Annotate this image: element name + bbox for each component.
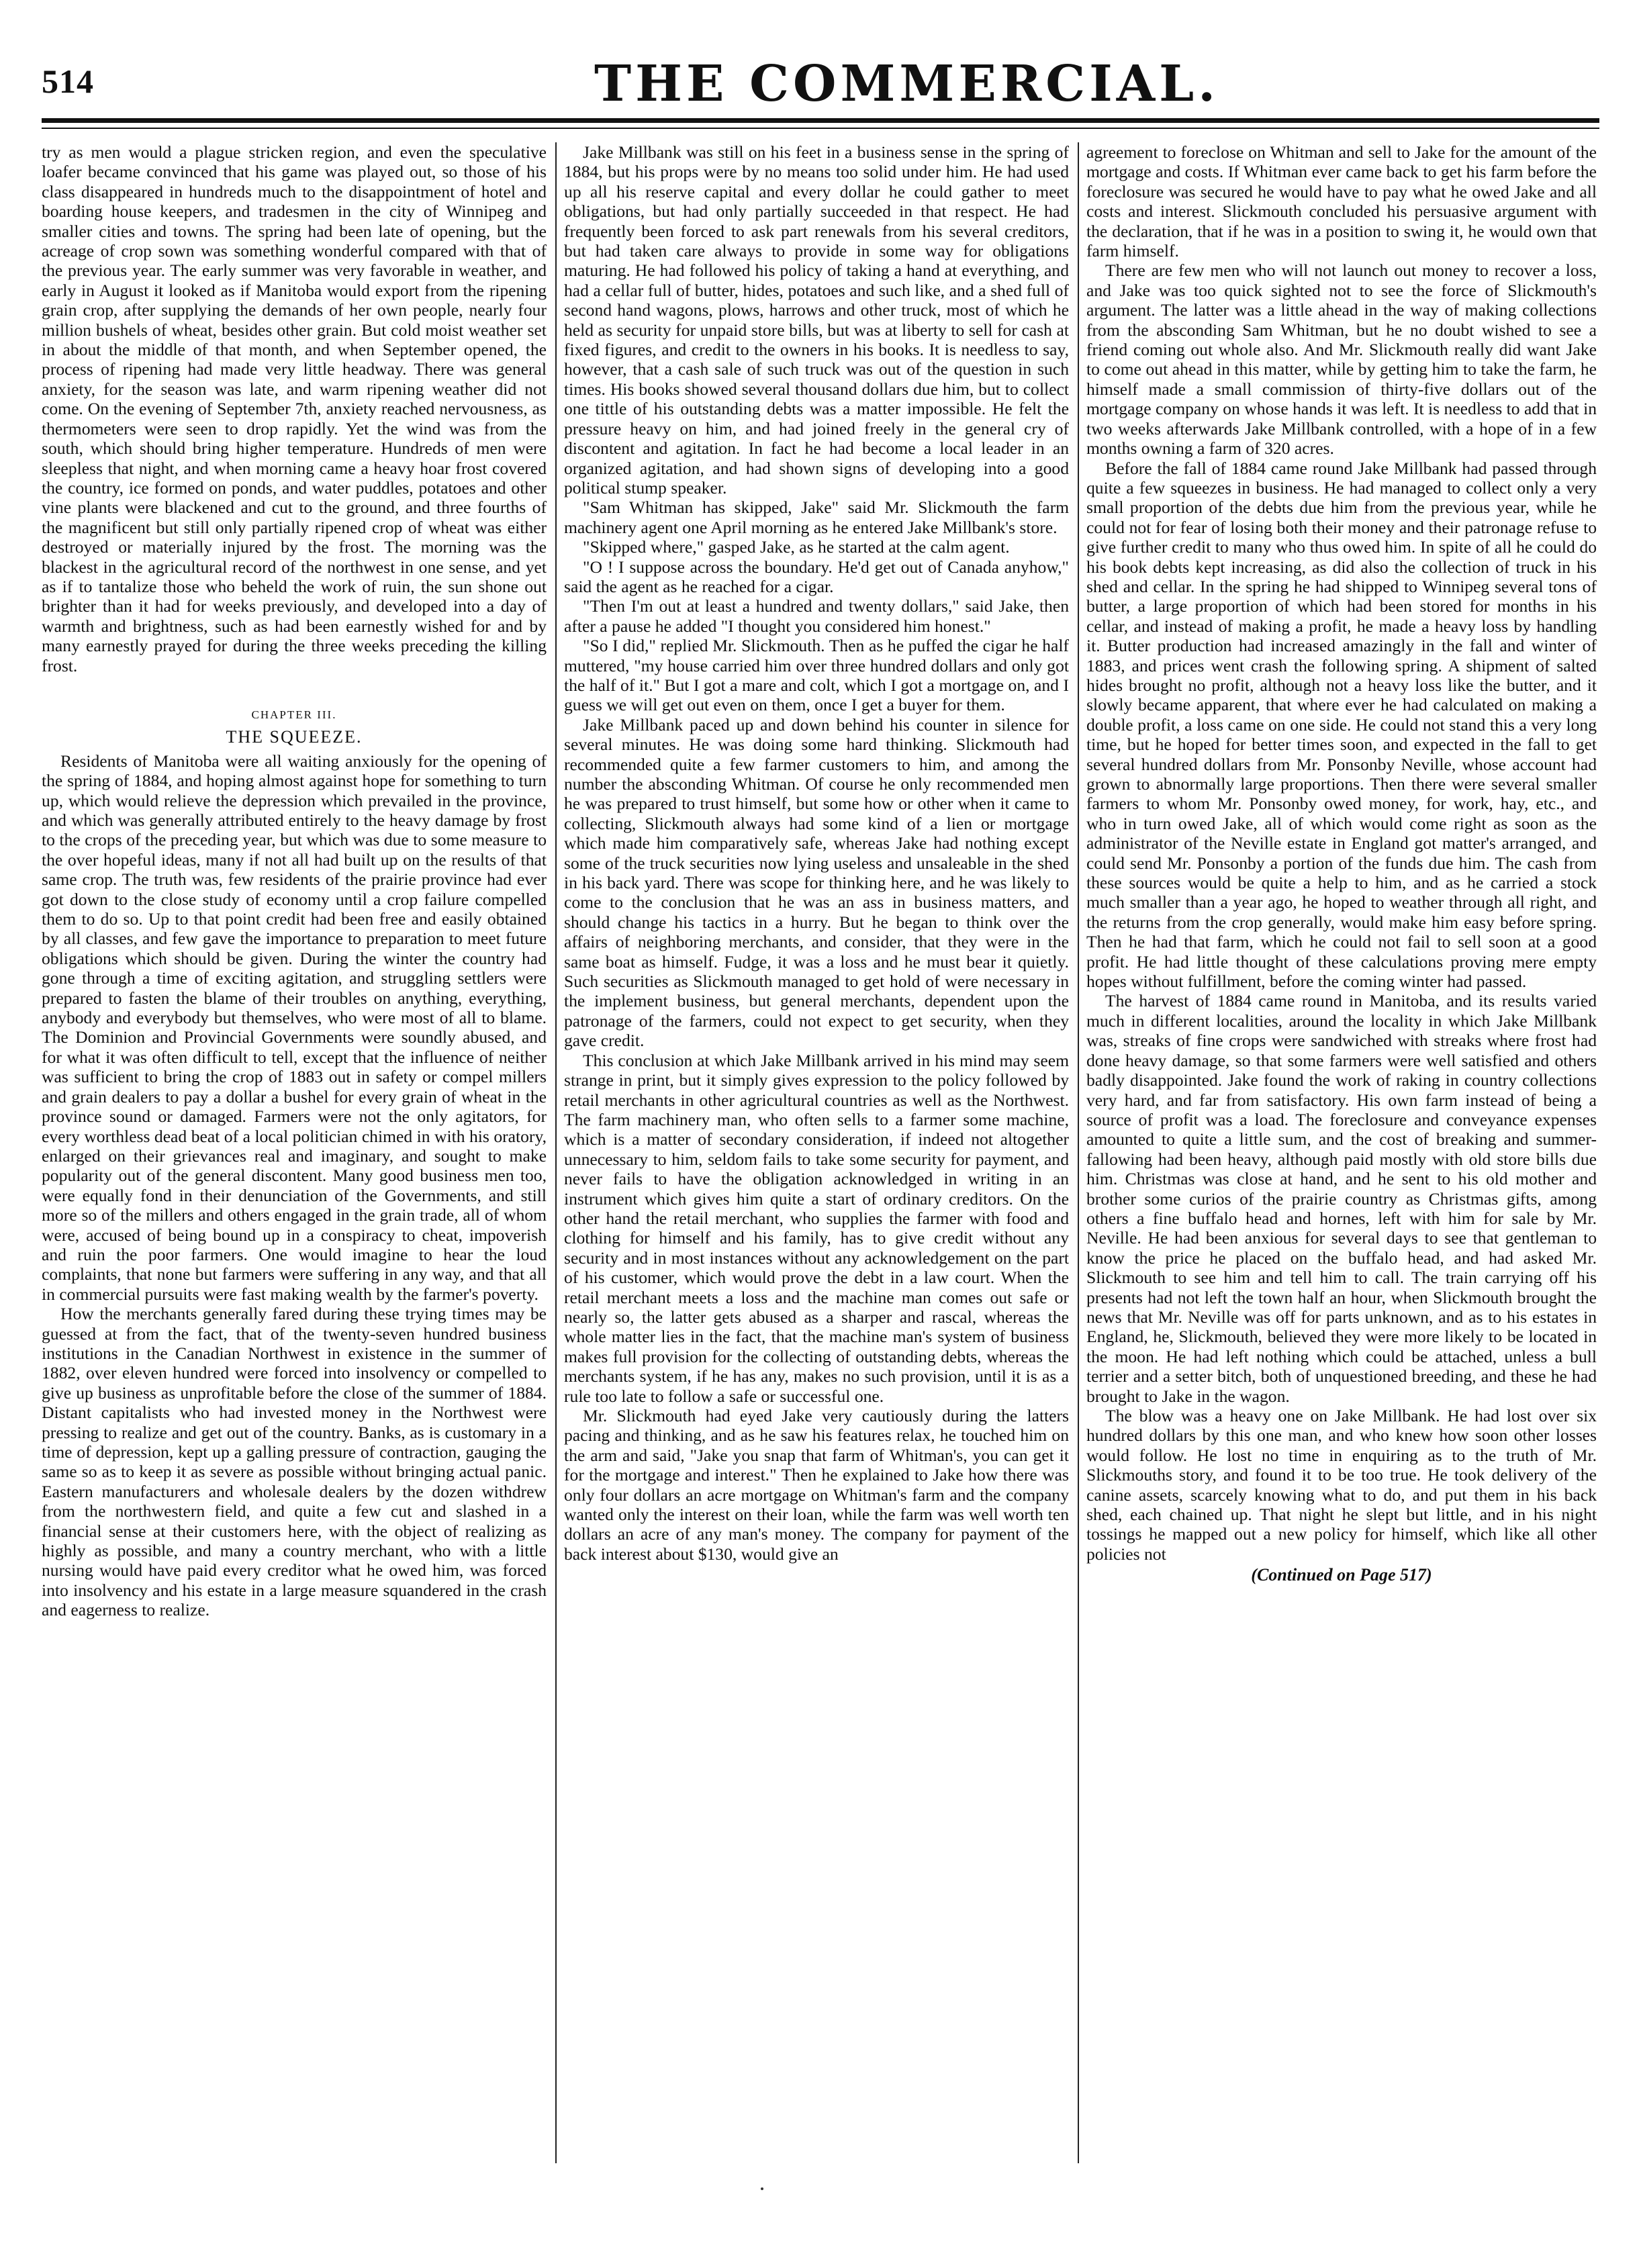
paragraph: try as men would a plague stricken region, and even the speculative loafer became convinced that his game was played out, so those of his class disappeared in hundreds much to the disappointment of hotel and boarding house keepers, and tradesmen in the city of Winnipeg and smaller cities and towns. The spring had been late of opening, but the acreage of crop sown was something wonderful compared with that of the previous year. The early summer was very favorable in weather, and early in August it looked as if Manitoba would export from the ripening grain crop, after supplying the demands of her own people, nearly four million bushels of wheat, besides other grain. But cold moist weather set in about the middle of that month, and when September opened, the process of ripening had made very little headway. There was general anxiety, for the season was late, and warm ripening weather did not come. On the evening of September 7th, anxiety reached nervousness, as thermometers were seen to drop rapidly. Yet the wind was from the south, which should bring higher temperature. Hundreds of men were sleepless that night, and when morning came a heavy hoar frost covered the country, ice formed on ponds, and water puddles, potatoes and other vine plants were blackened and cut to the ground, and three fourths of the magnificent but still only partially ripened crop of wheat was either destroyed or materially injured by the frost. The morning was the blackest in the agricultural record of the northwest in one sense, and yet as if to tantalize those who beheld the work of ruin, the sun shone out brighter than it had for weeks previously, and developed into a day of warmth and brightness, such as had been earnestly wished for and by many earnestly prayed for during the three weeks preceding the killing frost. bbox=[42, 142, 547, 675]
print-speck bbox=[761, 2187, 763, 2190]
paragraph: How the merchants generally fared during these trying times may be guessed at from the fact, that of the twenty-seven hundred business institutions in the Canadian Northwest in existence in the summer of 1882, over eleven hundred were forced into insolvency or compelled to give up business as unprofitable before the close of the summer of 1884. Distant capitalists who had invested money in the Northwest were pressing to realize and get out of the country. Banks, as is customary in a time of depression, kept up a galling pressure of contraction, gauging the same so as to keep it as severe as possible without bringing actual panic. Eastern manufacturers and wholesale dealers by the dozen withdrew from the northwestern field, and quite a few cut and slashed in a financial sense at their customers here, with the object of realizing as highly as possible, and many a country merchant, who with a little nursing would have paid every creditor what he owed him, was forced into insolvency and his estate in a large measure squandered in the crash and eagerness to realize. bbox=[42, 1304, 547, 1620]
paragraph: The blow was a heavy one on Jake Millbank. He had lost over six hundred dollars by this one man, and who knew how soon other losses would follow. He lost no time in enquiring as to the truth of Mr. Slickmouths story, and found it to be too true. He took delivery of the canine assets, scarcely knowing what to do, and put them in his back shed, each chained up. That night he slept but little, and in his night tossings he mapped out a new policy for himself, which like all other policies not bbox=[1086, 1406, 1597, 1564]
column-3 bbox=[1086, 142, 1597, 2170]
paragraph: There are few men who will not launch out money to recover a loss, and Jake was too quick sighted not to see the force of Slickmouth's argument. The latter was a little ahead in the way of making collections from the absconding Sam Whitman, but he no doubt wished to see a friend coming out whole also. And Mr. Slickmouth really did want Jake to come out ahead in this matter, while by getting him to take the farm, he himself made a small commission of thirty-five dollars out of the mortgage company on whose hands it was left. It is needless to add that in two weeks afterwards Jake Millbank controlled, with a hope of in a few months owning a farm of 320 acres. bbox=[1086, 261, 1597, 459]
column-divider-1 bbox=[555, 142, 557, 2163]
paragraph: "O ! I suppose across the boundary. He'd get out of Canada anyhow," said the agent as he reached for a cigar. bbox=[564, 557, 1069, 596]
paragraph: "So I did," replied Mr. Slickmouth. Then as he puffed the cigar he half muttered, "my house carried him over three hundred dollars and only got the half of it." But I got a mare and colt, which I got a mortgage on, and I guess we will get out even on them, once I get a buyer for them. bbox=[564, 636, 1069, 715]
page-number: 514 bbox=[42, 62, 94, 100]
paragraph: This conclusion at which Jake Millbank arrived in his mind may seem strange in print, but it simply gives expression to the policy followed by retail merchants in other agricultural countries as well as the Northwest. The farm machinery man, who often sells to a farmer some machine, which is a matter of secondary consideration, if indeed not altogether unnecessary to him, seldom fails to take some security for payment, and never fails to have the obligation acknowledged in writing in an instrument which gives him quite a start of ordinary creditors. On the other hand the retail merchant, who supplies the farmer with food and clothing for himself and his family, has to give credit without any security and in most instances without any acknowledgement on the part of his customer, which would prove the debt in a law court. When the retail merchant meets a loss and the machine man comes out safe or nearly so, the latter gets abused as a sharper and rascal, whereas the whole matter lies in the fact, that the machine man's system of business makes full provision for the collecting of outstanding debts, whereas the merchants system, if he has any, makes no such provision, until it is as a rule too late to follow a safe or successful one. bbox=[564, 1050, 1069, 1406]
paragraph: agreement to foreclose on Whitman and sell to Jake for the amount of the mortgage and costs. If Whitman ever came back to get his farm before the foreclosure was secured he would have to pay what he owed Jake and all costs and interest. Slickmouth concluded his persuasive argument with the declaration, that if he was in a position to swing it, he would own that farm himself. bbox=[1086, 142, 1597, 261]
paragraph: Residents of Manitoba were all waiting anxiously for the opening of the spring of 1884, and hoping almost against hope for something to turn up, which would relieve the depression which prevailed in the province, and which was generally attributed entirely to the heavy damage by frost to the crops of the preceding year, but which was due to some measure to the over hopeful ideas, many if not all had built up on the results of that same crop. The truth was, few residents of the prairie province had ever got down to the close study of economy until a crop failure compelled them to do so. Up to that point credit had been free and easily obtained by all classes, and few gave the importance to preparation to meet future obligations which should be given. During the winter the country had gone through a time of exciting agitation, and struggling settlers were prepared to fasten the blame of their troubles on anything, everything, anybody and everybody but themselves, who were most of all to blame. The Dominion and Provincial Governments were soundly abused, and for what it was often difficult to tell, except that the influence of neither was sufficient to bring the crop of 1883 out in safety or compel millers and grain dealers to pay a dollar a bushel for every grain of wheat in the province sound or damaged. Farmers were not the only agitators, for every worthless dead beat of a local politician chimed in with his oratory, enlarged on their grievances real and imaginary, and sought to make popularity out of the general discontent. Many good business men too, were equally fond in their denunciation of the Governments, and still more so of the millers and others engaged in the grain trade, all of whom were, accused of being bound up in a conspiracy to cheat, impoverish and ruin the poor farmers. One would imagine to hear the loud complaints, that none but farmers were suffering in any way, and that all in commercial pursuits were fast making wealth by the farmer's poverty. bbox=[42, 751, 547, 1304]
paragraph: "Skipped where," gasped Jake, as he started at the calm agent. bbox=[583, 537, 1010, 557]
paragraph: "Then I'm out at least a hundred and twenty dollars," said Jake, then after a pause he added "I thought you considered him honest." bbox=[564, 596, 1069, 636]
paragraph: Jake Millbank paced up and down behind his counter in silence for several minutes. He was doing some hard thinking. Slickmouth had recommended quite a few farmer customers to him, and among the number the absconding Whitman. Of course he only recommended men he was prepared to trust himself, but some how or other when it came to collecting, Slickmouth always had some kind of a lien or mortgage which made him comparatively safe, whereas Jake had nothing except some of the truck securities now lying useless and unsaleable in the shed in his back yard. There was scope for thinking here, and he was likely to come to the conclusion that he was an ass in business matters, and should change his tactics in a hurry. But he began to think over the affairs of neighboring merchants, and consider, that they were in the same boat as himself. Fudge, it was a loss and he must bear it quietly. Such securities as Slickmouth managed to get hold of were necessary in the implement business, but general merchants, dependent upon the patronage of the farmers, could not expect to get security, when they gave credit. bbox=[564, 714, 1069, 1051]
paragraph: The harvest of 1884 came round in Manitoba, and its results varied much in different localities, around the locality in which Jake Millbank was, streaks of fine crops were sandwiched with streaks where frost had done heavy damage, so that some farmers were well satisfied and others badly disappointed. Jake found the work of raking in country collections very hard, and far from satisfactory. His own farm instead of being a source of profit was a load. The foreclosure and conveyance expenses amounted to quite a little sum, and the cost of breaking and summer-fallowing had been heavy, although paid mostly with old store bills due him. Christmas was close at hand, and he sent to his old mother and brother some curios of the prairie country as Christmas gifts, among others a fine buffalo head and hornes, left with him for sale by Mr. Neville. He had been anxious for several days to see that gentleman to know the price he placed on the buffalo head, and had asked Mr. Slickmouth to see him and tell him to call. The train carrying off his presents had not left the town half an hour, when Slickmouth brought the news that Mr. Neville was off for parts unknown, and as to his estates in England, he, Slickmouth, believed they were more likely to be located in the moon. He had left nothing which could be attached, unless a bull terrier and a setter bitch, both of unquestioned breeding, and these he had brought to Jake in the wagon. bbox=[1086, 991, 1597, 1406]
column-divider-2 bbox=[1078, 142, 1079, 2163]
paragraph: Mr. Slickmouth had eyed Jake very cautiously during the latters pacing and thinking, and as he saw his features relax, he touched him on the arm and said, "Jake you snap that farm of Whitman's, you can get it for the mortgage and interest." Then he explained to Jake how there was only four dollars an acre mortgage on Whitman's farm and the company wanted only the interest on their loan, while the farm was well worth ten dollars an acre of any man's money. The company for payment of the back interest about $130, would give an bbox=[564, 1406, 1069, 1564]
chapter-label: CHAPTER III. bbox=[251, 708, 337, 721]
chapter-title: THE SQUEEZE. bbox=[226, 727, 363, 747]
column-1 bbox=[42, 142, 547, 2170]
continued-notice: (Continued on Page 517) bbox=[1251, 1565, 1432, 1585]
header-rule-thin bbox=[42, 128, 1599, 129]
header-rule-thick bbox=[42, 118, 1599, 123]
paragraph: "Sam Whitman has skipped, Jake" said Mr. Slickmouth the farm machinery agent one April morning as he entered Jake Millbank's store. bbox=[564, 498, 1069, 537]
masthead-title: THE COMMERCIAL. bbox=[594, 55, 1219, 113]
paragraph: Before the fall of 1884 came round Jake Millbank had passed through quite a few squeezes in business. He had managed to collect only a very small proportion of the debts due him from the previous year, while he could not for fear of losing both their money and their patronage refuse to give further credit to many who thus owed him. In spite of all he could do his book debts kept increasing, as did also the collection of truck in his shed and cellar. In the spring he had shipped to Winnipeg several tons of butter, a large proportion of which had been stored for months in his cellar, and instead of making a profit, he made a heavy loss by handling it. Butter production had increased amazingly in the fall and winter of 1883, and prices went crash the following spring. A shipment of salted hides brought no profit, although not a heavy loss like the butter, and it slowly became apparent, that where ever he had calculated on making a double profit, a loss came on one side. He could not stand this a very long time, but he hoped for better times soon, and expected in the fall to get several hundred dollars from Mr. Ponsonby Neville, whose account had grown to abnormally large proportions. Then there were several smaller farmers to whom Mr. Ponsonby owed money, for work, hay, etc., and who in turn owed Jake, all of which would come right as soon as the administrator of the Neville estate in England got matter's arranged, and could send Mr. Ponsonby a portion of the funds due him. The cash from these sources would be quite a help to him, and as he carried a stock much smaller than a year ago, he hoped to weather through all right, and the returns from the crop generally, would make him easy before spring. Then he had that farm, which he could not fail to sell soon at a good profit. He had little thought of these calculations proving mere empty hopes without fulfillment, before the coming winter had passed. bbox=[1086, 458, 1597, 992]
paragraph: Jake Millbank was still on his feet in a business sense in the spring of 1884, but his props were by no means too solid under him. He had used up all his reserve capital and every dollar he could gather to meet obligations, but had only partially succeeded in that respect. He had frequently been forced to ask part renewals from his several creditors, but had taken care always to provide in some way for obligations maturing. He had followed his policy of taking a hand at everything, and had a cellar full of butter, hides, potatoes and such like, and a shed full of second hand wagons, plows, harrows and other truck, most of which he held as security for unpaid store bills, but was at liberty to sell for cash at fixed figures, and credit to the owners in his books. It is needless to say, however, that a cash sale of such truck was out of the question in such times. His books showed several thousand dollars due him, but to collect one tittle of his outstanding debts was a matter impossible. He felt the pressure heavy on him, and had joined freely in the general cry of discontent and agitation. In fact he had become a local leader in an organized agitation, and had shown signs of developing into a good political stump speaker. bbox=[564, 142, 1069, 498]
column-2 bbox=[564, 142, 1069, 2170]
